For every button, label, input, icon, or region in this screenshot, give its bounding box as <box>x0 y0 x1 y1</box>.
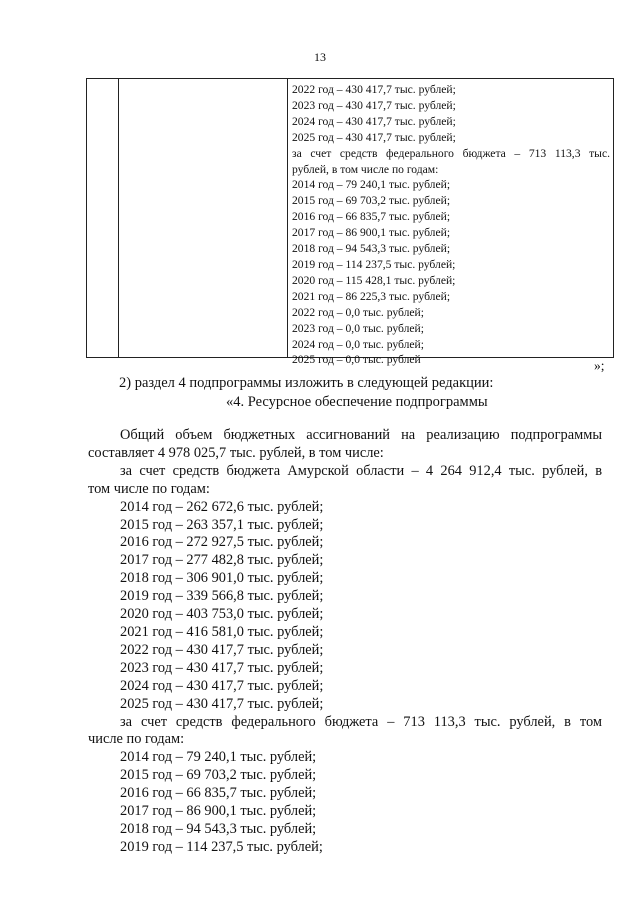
table-line: 2016 год – 66 835,7 тыс. рублей; <box>292 210 451 224</box>
table-line: 2025 год – 0,0 тыс. рублей <box>292 353 421 367</box>
year-allocation-line: 2023 год – 430 417,7 тыс. рублей; <box>120 659 324 676</box>
table-line: 2019 год – 114 237,5 тыс. рублей; <box>292 257 456 271</box>
year-allocation-line: 2019 год – 114 237,5 тыс. рублей; <box>120 838 323 855</box>
year-allocation-line: 2014 год – 79 240,1 тыс. рублей; <box>120 749 317 766</box>
year-allocation-line: 2015 год – 69 703,2 тыс. рублей; <box>120 767 317 784</box>
year-allocation-line: 2022 год – 430 417,7 тыс. рублей; <box>120 641 324 658</box>
regional-years-list <box>88 499 602 714</box>
table-line: 2024 год – 430 417,7 тыс. рублей; <box>292 114 456 128</box>
resource-table <box>86 78 614 367</box>
year-allocation-line: 2024 год – 430 417,7 тыс. рублей; <box>120 677 324 694</box>
year-allocation-line: 2021 год – 416 581,0 тыс. рублей; <box>120 623 324 640</box>
table-line: 2024 год – 0,0 тыс. рублей; <box>292 337 424 351</box>
regional-budget-line: том числе по годам: <box>88 480 210 497</box>
year-allocation-line: 2025 год – 430 417,7 тыс. рублей; <box>120 695 324 712</box>
year-allocation-line: 2019 год – 339 566,8 тыс. рублей; <box>120 588 324 605</box>
table-line: 2021 год – 86 225,3 тыс. рублей; <box>292 289 451 303</box>
table-line: за счет средств федерального бюджета – 713 113,3 тыс. <box>292 146 610 160</box>
table-column-divider <box>287 79 288 357</box>
year-allocation-line: 2018 год – 306 901,0 тыс. рублей; <box>120 570 324 587</box>
amendment-item: 2) раздел 4 подпрограммы изложить в следующей редакции: <box>119 375 494 391</box>
federal-years-list <box>88 749 602 856</box>
year-allocation-line: 2014 год – 262 672,6 тыс. рублей; <box>120 498 324 515</box>
table-line: 2015 год – 69 703,2 тыс. рублей; <box>292 194 451 208</box>
table-line: 2025 год – 430 417,7 тыс. рублей; <box>292 130 456 144</box>
year-allocation-line: 2016 год – 66 835,7 тыс. рублей; <box>120 785 317 802</box>
year-allocation-line: 2016 год – 272 927,5 тыс. рублей; <box>120 534 324 551</box>
table-cell-funding-text <box>292 82 610 368</box>
table-line: 2020 год – 115 428,1 тыс. рублей; <box>292 273 456 287</box>
table-line: 2017 год – 86 900,1 тыс. рублей; <box>292 226 451 240</box>
year-allocation-line: 2020 год – 403 753,0 тыс. рублей; <box>120 606 324 623</box>
table-line: 2023 год – 0,0 тыс. рублей; <box>292 321 424 335</box>
table-line: рублей, в том числе по годам: <box>292 162 439 176</box>
table-line: 2018 год – 94 543,3 тыс. рублей; <box>292 242 451 256</box>
table-column-divider <box>118 79 119 357</box>
year-allocation-line: 2017 год – 86 900,1 тыс. рублей; <box>120 803 317 820</box>
table-line: 2023 год – 430 417,7 тыс. рублей; <box>292 98 456 112</box>
federal-budget-line: за счет средств федерального бюджета – 713 113,3 тыс. рублей, в том <box>120 713 602 730</box>
table-line: 2022 год – 430 417,7 тыс. рублей; <box>292 83 456 96</box>
page-number: 13 <box>314 50 326 64</box>
year-allocation-line: 2018 год – 94 543,3 тыс. рублей; <box>120 820 317 837</box>
intro-paragraph-line: Общий объем бюджетных ассигнований на реализацию подпрограммы <box>120 427 602 443</box>
table-line: 2014 год – 79 240,1 тыс. рублей; <box>292 178 451 192</box>
closing-quote: »; <box>594 358 605 373</box>
regional-budget-line: за счет средств бюджета Амурской области – 4 264 912,4 тыс. рублей, в <box>120 462 602 479</box>
body-text <box>88 427 602 857</box>
year-allocation-line: 2015 год – 263 357,1 тыс. рублей; <box>120 516 324 533</box>
year-allocation-line: 2017 год – 277 482,8 тыс. рублей; <box>120 552 324 569</box>
intro-paragraph-line: составляет 4 978 025,7 тыс. рублей, в том числе: <box>88 444 384 461</box>
federal-budget-line: числе по годам: <box>88 731 185 748</box>
table-line: 2022 год – 0,0 тыс. рублей; <box>292 305 424 319</box>
section-title: «4. Ресурсное обеспечение подпрограммы <box>226 394 488 410</box>
